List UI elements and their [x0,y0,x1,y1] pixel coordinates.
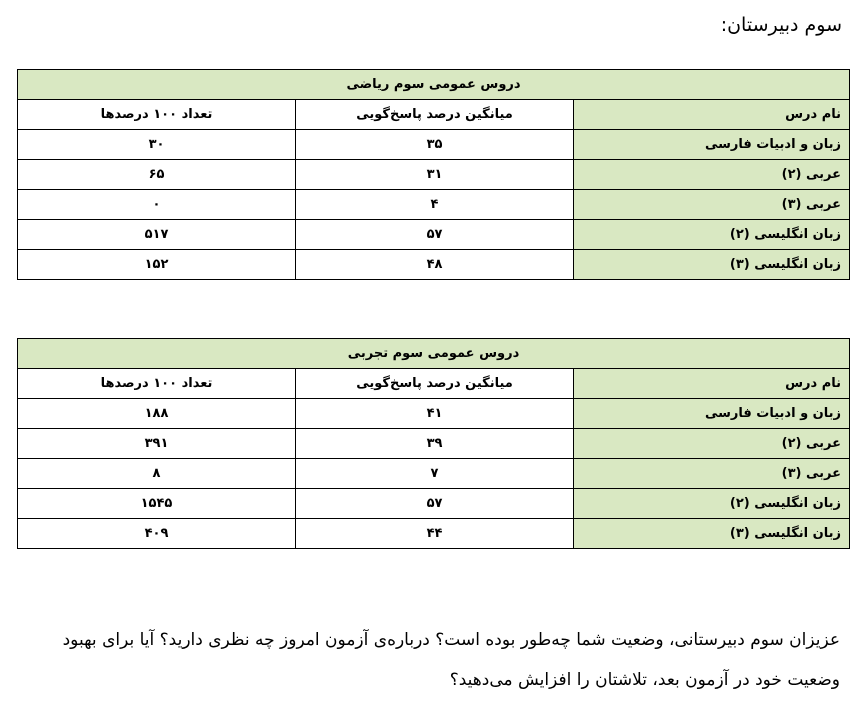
table-row [18,429,850,459]
average-percent: ۳۱ [296,160,574,190]
average-percent: ۷ [296,459,574,489]
table-row [18,399,850,429]
table-header-row [18,100,850,130]
table-row [18,220,850,250]
average-percent: ۴ [296,190,574,220]
table-row [18,489,850,519]
table-row [18,250,850,280]
perfect-count: ۸ [18,459,296,489]
average-percent: ۴۸ [296,250,574,280]
average-percent: ۵۷ [296,220,574,250]
table-header-row [18,369,850,399]
table-row [18,160,850,190]
course-name: عربی (۲) [574,429,850,459]
course-name: عربی (۳) [574,459,850,489]
perfect-count: ۵۱۷ [18,220,296,250]
perfect-count: ۳۰ [18,130,296,160]
table-row [18,459,850,489]
course-name: عربی (۳) [574,190,850,220]
average-percent: ۵۷ [296,489,574,519]
course-name: زبان انگلیسی (۳) [574,250,850,280]
perfect-count: ۰ [18,190,296,220]
column-header-average: میانگین درصد پاسخ‌گویی [296,100,574,130]
table-title-row [18,70,850,100]
average-percent: ۴۱ [296,399,574,429]
course-name: زبان انگلیسی (۲) [574,220,850,250]
average-percent: ۳۵ [296,130,574,160]
table-title: دروس عمومی سوم تجربی [18,339,850,369]
course-name: زبان و ادبیات فارسی [574,130,850,160]
math-stream-table [17,69,850,280]
table-row [18,130,850,160]
column-header-perfect-count: تعداد ۱۰۰ درصدها [18,100,296,130]
course-name: زبان انگلیسی (۳) [574,519,850,549]
average-percent: ۴۴ [296,519,574,549]
perfect-count: ۱۸۸ [18,399,296,429]
course-name: عربی (۲) [574,160,850,190]
table-title: دروس عمومی سوم ریاضی [18,70,850,100]
perfect-count: ۶۵ [18,160,296,190]
column-header-course: نام درس [574,369,850,399]
course-name: زبان انگلیسی (۲) [574,489,850,519]
table-row [18,190,850,220]
column-header-perfect-count: تعداد ۱۰۰ درصدها [18,369,296,399]
perfect-count: ۱۵۴۵ [18,489,296,519]
column-header-course: نام درس [574,100,850,130]
course-name: زبان و ادبیات فارسی [574,399,850,429]
perfect-count: ۱۵۲ [18,250,296,280]
table-row [18,519,850,549]
section-heading: سوم دبیرستان: [720,14,842,36]
closing-paragraph: عزیزان سوم دبیرستانی، وضعیت شما چه‌طور بوده است؟ درباره‌ی آزمون امروز چه نظری دارید؟ آیا برای بهبود وضعیت خود در آزمون بعد، تلاشتان را افزایش می‌دهید؟ [62,630,840,690]
average-percent: ۳۹ [296,429,574,459]
science-stream-table [17,338,850,549]
column-header-average: میانگین درصد پاسخ‌گویی [296,369,574,399]
perfect-count: ۴۰۹ [18,519,296,549]
table-title-row [18,339,850,369]
perfect-count: ۳۹۱ [18,429,296,459]
